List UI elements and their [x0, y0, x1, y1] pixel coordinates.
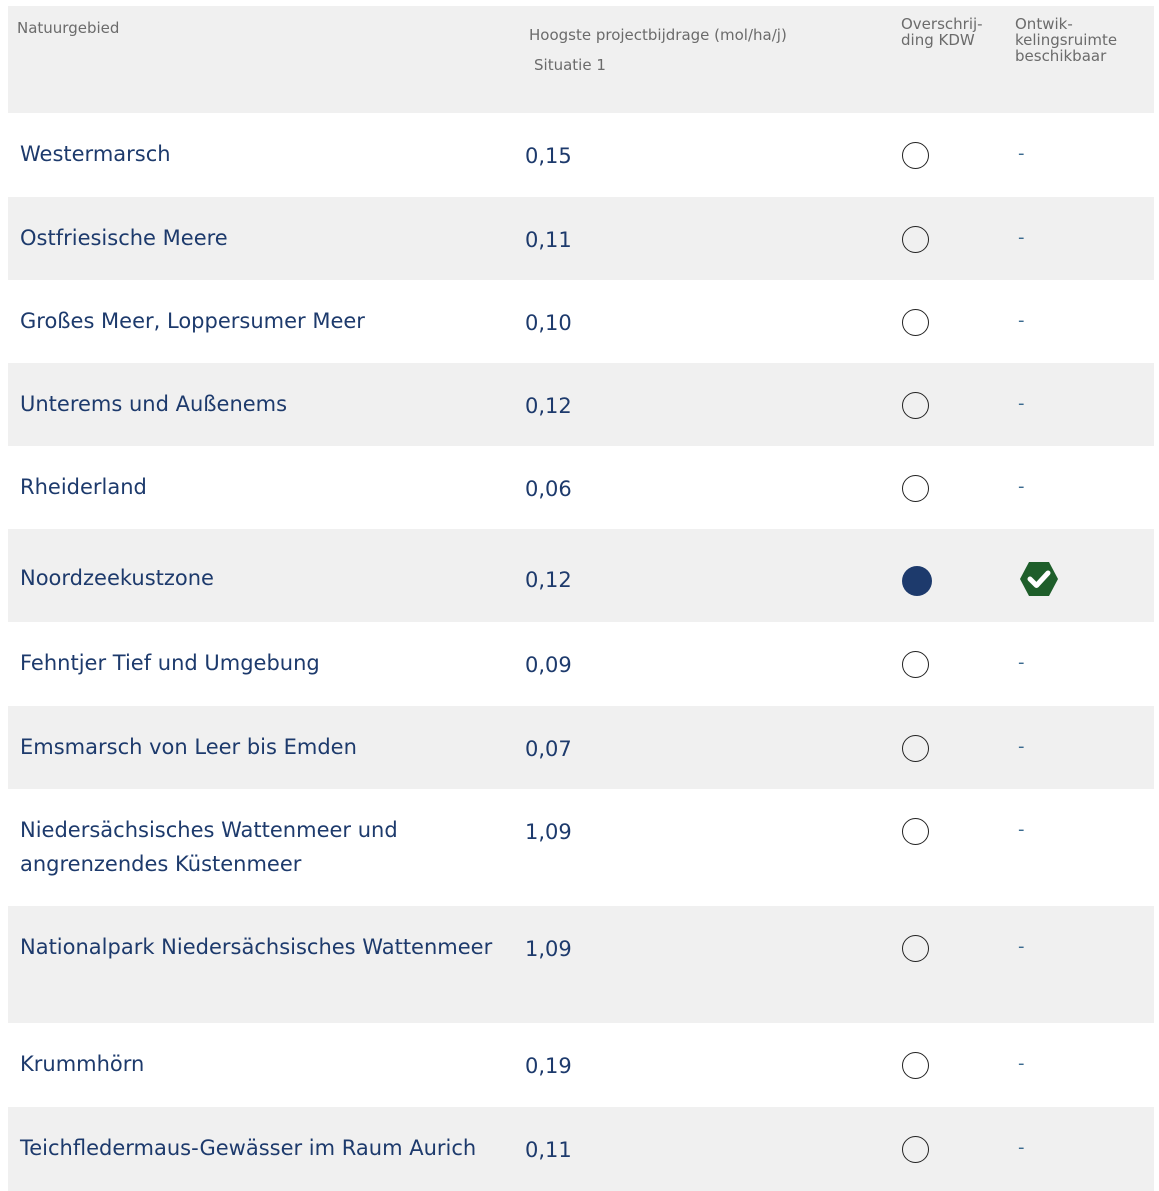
natuurgebied-name: Westermarsch [20, 142, 171, 166]
table-row [8, 363, 1154, 446]
column-header-bijdrage-label: Hoogste projectbijdrage (mol/ha/j) [529, 26, 787, 44]
empty-circle-icon [902, 651, 929, 678]
table-row [8, 906, 1154, 1023]
kdw-indicator [902, 935, 932, 965]
column-header-kdw: Overschrij- ding KDW [901, 15, 983, 49]
bijdrage-value: 0,12 [525, 568, 572, 592]
bijdrage-value: 0,19 [525, 1054, 572, 1078]
bijdrage-value: 0,11 [525, 1138, 572, 1162]
ontwikkelingsruimte-value: - [1018, 227, 1025, 248]
ontwikkelingsruimte-value: - [1018, 936, 1025, 957]
column-header-situatie: Situatie 1 [534, 56, 606, 74]
natuurgebied-name: Ostfriesische Meere [20, 226, 228, 250]
kdw-indicator [902, 475, 932, 505]
ontwikkelingsruimte-value [1019, 529, 1059, 581]
ontwikkelingsruimte-value: - [1018, 1137, 1025, 1158]
column-header-ontwikkelingsruimte: Ontwik- kelingsruimte beschikbaar [1015, 15, 1118, 65]
filled-circle-icon [902, 566, 932, 596]
empty-circle-icon [902, 735, 929, 762]
kdw-indicator [902, 226, 932, 256]
bijdrage-value: 0,15 [525, 144, 572, 168]
empty-circle-icon [902, 226, 929, 253]
bijdrage-value: 0,12 [525, 394, 572, 418]
kdw-indicator [902, 392, 932, 422]
natuurgebied-name: Großes Meer, Loppersumer Meer [20, 309, 365, 333]
ontwikkelingsruimte-value: - [1018, 819, 1025, 840]
ontwikkelingsruimte-value: - [1018, 652, 1025, 673]
natuurgebied-name: Fehntjer Tief und Umgebung [20, 651, 320, 675]
kdw-indicator [902, 651, 932, 681]
kdw-indicator [902, 1136, 932, 1166]
bijdrage-value: 0,10 [525, 311, 572, 335]
ontwikkelingsruimte-value: - [1018, 736, 1025, 757]
empty-circle-icon [902, 818, 929, 845]
kdw-indicator [902, 566, 932, 596]
natuurgebied-name: Unterems und Außenems [20, 392, 288, 416]
natuurgebied-name: Emsmarsch von Leer bis Emden [20, 735, 357, 759]
kdw-indicator [902, 142, 932, 172]
empty-circle-icon [902, 392, 929, 419]
empty-circle-icon [902, 475, 929, 502]
empty-circle-icon [902, 309, 929, 336]
kdw-indicator [902, 735, 932, 765]
ontwikkelingsruimte-value: - [1018, 476, 1025, 497]
table-row [8, 446, 1154, 529]
natuurgebied-name: Nationalpark Niedersächsisches Wattenmeer [20, 935, 493, 959]
empty-circle-icon [902, 1136, 929, 1163]
column-header-natuurgebied: Natuurgebied [17, 19, 120, 37]
bijdrage-value: 1,09 [525, 937, 572, 961]
ontwikkelingsruimte-value: - [1018, 310, 1025, 331]
table-row [8, 789, 1154, 906]
natuurgebied-name: Teichfledermaus-Gewässer im Raum Aurich [20, 1136, 477, 1160]
ontwikkelingsruimte-value: - [1018, 393, 1025, 414]
bijdrage-value: 1,09 [525, 820, 572, 844]
empty-circle-icon [902, 1052, 929, 1079]
table-row [8, 706, 1154, 789]
bijdrage-value: 0,09 [525, 653, 572, 677]
column-header-bijdrage [529, 26, 787, 74]
natuurgebied-name: Niedersächsisches Wattenmeer und angrenzendes Küstenmeer [20, 818, 398, 876]
table-row [8, 280, 1154, 363]
natuurgebied-name: Noordzeekustzone [20, 566, 214, 590]
table-header [8, 6, 1154, 113]
table-row [8, 113, 1154, 197]
check-badge-icon [1019, 559, 1059, 599]
kdw-indicator [902, 818, 932, 848]
natuurgebied-name: Rheiderland [20, 475, 147, 499]
ontwikkelingsruimte-value: - [1018, 1053, 1025, 1074]
bijdrage-value: 0,07 [525, 737, 572, 761]
natuurgebieden-table [8, 6, 1154, 1191]
kdw-indicator [902, 309, 932, 339]
empty-circle-icon [902, 142, 929, 169]
natuurgebied-name: Krummhörn [20, 1052, 145, 1076]
kdw-indicator [902, 1052, 932, 1082]
ontwikkelingsruimte-value: - [1018, 143, 1025, 164]
table-row [8, 622, 1154, 706]
table-row [8, 197, 1154, 280]
table-row [8, 529, 1154, 622]
bijdrage-value: 0,11 [525, 228, 572, 252]
empty-circle-icon [902, 935, 929, 962]
bijdrage-value: 0,06 [525, 477, 572, 501]
table-row [8, 1023, 1154, 1107]
table-row [8, 1107, 1154, 1191]
table-body [8, 113, 1154, 1191]
